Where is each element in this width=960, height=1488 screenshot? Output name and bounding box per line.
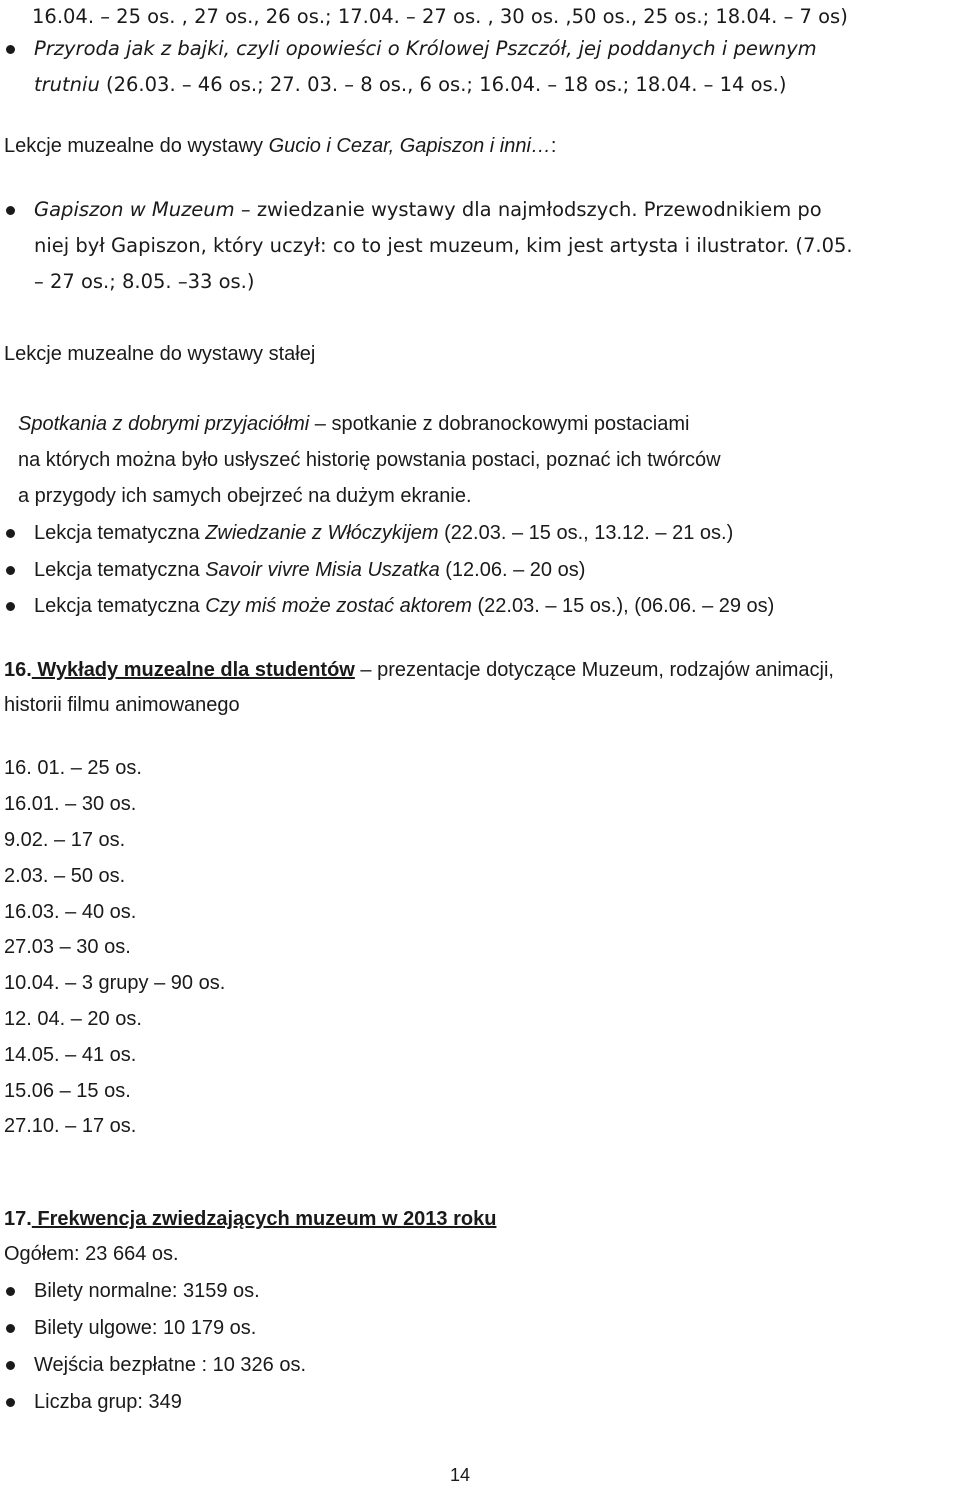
- attendance-item: Liczba grup: 349: [34, 1391, 182, 1413]
- meeting-line-2: na których można było usłyszeć historię powstania postaci, poznać ich twórców: [18, 449, 721, 471]
- gapiszon-line-1: [34, 197, 822, 223]
- meeting-line-1: [18, 411, 689, 437]
- permanent-heading: Lekcje muzealne do wystawy stałej: [4, 343, 316, 365]
- page-number: 14: [450, 1465, 471, 1485]
- lecture-date: 9.02. – 17 os.: [4, 829, 126, 851]
- section-desc: prezentacje dotyczące Muzeum, rodzajów animacji,: [377, 659, 834, 681]
- program-title-cont: trutniu: [34, 73, 100, 96]
- dash: –: [309, 413, 332, 435]
- attendance-item: Wejścia bezpłatne : 10 326 os.: [34, 1354, 307, 1376]
- dash: –: [354, 659, 378, 681]
- section-16-desc-2: historii filmu animowanego: [4, 694, 240, 716]
- bullet-icon: [6, 529, 15, 538]
- section-number: 17.: [4, 1208, 32, 1230]
- lesson-dates: (22.03. – 15 os.), (06.06. – 29 os): [471, 595, 775, 617]
- lecture-date: 2.03. – 50 os.: [4, 865, 126, 887]
- section-17-heading: [4, 1206, 496, 1232]
- attendance-item: Bilety ulgowe: 10 179 os.: [34, 1317, 257, 1339]
- gapiszon-line-2: niej był Gapiszon, który uczył: co to jest muzeum, kim jest artysta i ilustrator. (7.05.: [34, 234, 853, 257]
- heading-colon: :: [550, 135, 557, 157]
- bullet-icon: [6, 566, 15, 575]
- gapiszon-line-3: – 27 os.; 8.05. –33 os.): [34, 270, 255, 293]
- lesson-dates: (12.06. – 20 os): [439, 559, 586, 581]
- exhibition-title: Gucio i Cezar, Gapiszon i inni…: [268, 135, 551, 157]
- lesson-title: Czy miś może zostać aktorem: [205, 595, 472, 617]
- lesson-title: Zwiedzanie z Włóczykijem: [205, 522, 439, 544]
- lecture-date: 15.06 – 15 os.: [4, 1080, 131, 1102]
- meeting-desc: spotkanie z dobranockowymi postaciami: [331, 413, 690, 435]
- program-dates: (26.03. – 46 os.; 27. 03. – 8 os., 6 os.; 16.04. – 18 os.; 18.04. – 14 os.): [99, 73, 787, 96]
- bullet-icon: [6, 1324, 15, 1333]
- gucio-heading: [4, 133, 556, 159]
- bullet-icon: [6, 1398, 15, 1407]
- lesson-prefix: Lekcja tematyczna: [34, 522, 206, 544]
- lecture-date: 14.05. – 41 os.: [4, 1044, 137, 1066]
- lesson-title: Savoir vivre Misia Uszatka: [205, 559, 440, 581]
- dash: –: [234, 198, 257, 221]
- schedule-line: 16.04. – 25 os. , 27 os., 26 os.; 17.04. – 27 os. , 30 os. ,50 os., 25 os.; 18.04. – 7 os): [32, 5, 848, 28]
- section-16-heading: [4, 657, 834, 683]
- attendance-item: Bilety normalne: 3159 os.: [34, 1280, 260, 1302]
- lesson-item: [34, 557, 585, 583]
- bullet-icon: [6, 602, 15, 611]
- lecture-date: 10.04. – 3 grupy – 90 os.: [4, 972, 226, 994]
- section-number: 16.: [4, 659, 32, 681]
- lecture-date: 12. 04. – 20 os.: [4, 1008, 142, 1030]
- lesson-dates: (22.03. – 15 os., 13.12. – 21 os.): [438, 522, 734, 544]
- bullet-icon: [6, 45, 15, 54]
- lecture-date: 16. 01. – 25 os.: [4, 757, 142, 779]
- bullet-icon: [6, 206, 15, 215]
- heading-text: Lekcje muzealne do wystawy: [4, 135, 269, 157]
- meeting-line-3: a przygody ich samych obejrzeć na dużym ekranie.: [18, 485, 472, 507]
- lecture-date: 27.10. – 17 os.: [4, 1115, 137, 1137]
- lecture-date: 27.03 – 30 os.: [4, 936, 131, 958]
- bullet-icon: [6, 1287, 15, 1296]
- lecture-date: 16.03. – 40 os.: [4, 901, 137, 923]
- section-title: Frekwencja zwiedzających muzeum w 2013 roku: [31, 1208, 497, 1230]
- attendance-total: Ogółem: 23 664 os.: [4, 1243, 179, 1265]
- section-title: Wykłady muzealne dla studentów: [31, 659, 355, 681]
- lesson-item: [34, 520, 733, 546]
- lecture-date: 16.01. – 30 os.: [4, 793, 137, 815]
- program-title: Przyroda jak z bajki, czyli opowieści o Królowej Pszczół, jej poddanych i pewnym: [34, 37, 817, 60]
- lesson-prefix: Lekcja tematyczna: [34, 559, 206, 581]
- gapiszon-desc: zwiedzanie wystawy dla najmłodszych. Przewodnikiem po: [256, 198, 822, 221]
- gapiszon-title: Gapiszon w Muzeum: [34, 198, 235, 221]
- bullet-icon: [6, 1361, 15, 1370]
- program-line: [34, 72, 787, 98]
- meeting-title: Spotkania z dobrymi przyjaciółmi: [18, 413, 310, 435]
- lesson-item: [34, 593, 774, 619]
- lesson-prefix: Lekcja tematyczna: [34, 595, 206, 617]
